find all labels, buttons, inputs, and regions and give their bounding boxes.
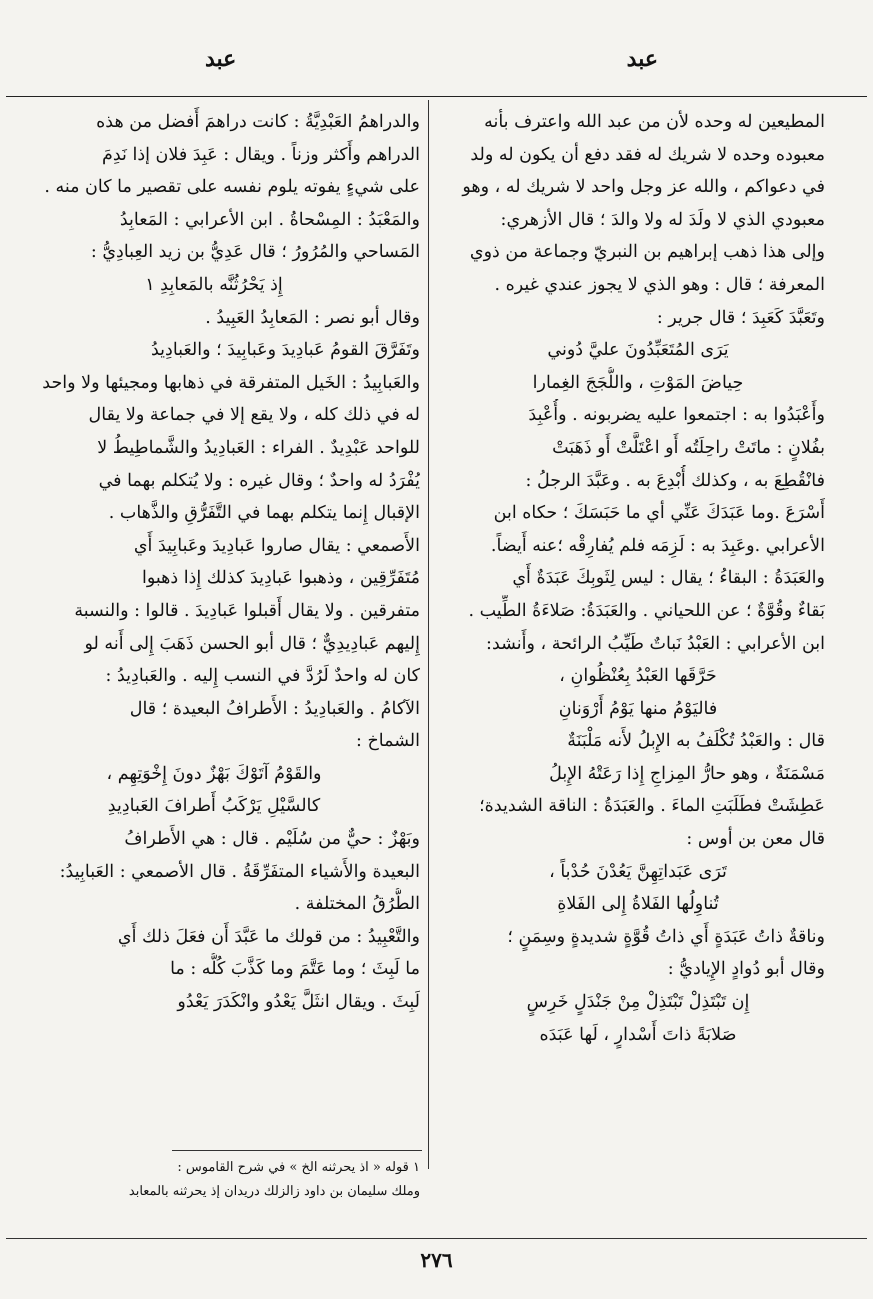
text-line: له في ذلك كله ، ولا يقع إلا في جماعة ولا يقال xyxy=(88,405,420,426)
text-line: متفرقين . ولا يقال أَقبلوا عَبادِيدَ . قالوا : والنسبة xyxy=(74,600,420,621)
footnotes xyxy=(8,1156,420,1204)
text-line: فانْقُطِعَ به ، وكذلك أُبْدِعَ به . وعَبَّدَ الرجلُ : xyxy=(525,470,825,491)
text-line: إِليهم عَبادِيدِيٌّ ؛ قال أبو الحسن ذَهَبَ إِلى أَنه لو xyxy=(84,633,420,654)
header-word-left: عبد xyxy=(205,46,237,72)
footnote-line: ١ قوله « اذ يحرثنه الخ » في شرح القاموس : xyxy=(177,1160,420,1175)
verse-line: إِن تَبْتَذِلْ تَبْتَذِلْ مِنْ جَنْدَلٍ خَرِسٍ xyxy=(526,992,750,1013)
footnote-rule xyxy=(172,1150,422,1151)
left-column xyxy=(8,106,420,1019)
text-line: على شيءٍ يفوته يلوم نفسه على تقصير ما كان منه . xyxy=(44,177,420,198)
text-line: عَطِشَتْ فطَلَبَتِ الماءَ . والعَبَدَةُ : الناقة الشديدة؛ xyxy=(479,796,825,817)
verse-line: حِياضَ المَوْتِ ، واللُّجَجَ الغِمارا xyxy=(532,372,744,393)
text-line: والمَعْبَدُ : المِسْحاةُ . ابن الأعرابي : المَعابِدُ xyxy=(119,209,420,230)
verse-line: يَرَى المُتَعَبِّدُونَ عليَّ دُوني xyxy=(547,340,729,361)
text-line: معبودي الذي لا ولَدَ له ولا والدَ ؛ قال الأزهري: xyxy=(500,209,825,230)
text-line: مُتَفَرِّقِين ، وذهبوا عَبادِيدَ كذلك إِذا ذهبوا xyxy=(141,568,420,589)
verse-line: فاليَوْمُ منها يَوْمُ أَرْوَنانِ xyxy=(558,698,718,719)
column-divider xyxy=(428,100,429,1169)
text-line: الشماخ : xyxy=(355,731,420,752)
text-line: الأَصمعي : يقال صاروا عَبادِيدَ وعَبابِيدَ أَي xyxy=(133,535,420,556)
text-line: وناقةٌ ذاتُ عَبَدَةٍ أَي ذاتُ قُوَّةٍ شديدةٍ وسِمَنٍ ؛ xyxy=(507,926,825,947)
text-line: المعرفة ؛ قال : وهو الذي لا يجوز عندي غيره . xyxy=(494,274,825,295)
footer-rule xyxy=(6,1238,867,1239)
page-number: ٢٧٦ xyxy=(420,1248,453,1272)
text-line: وإلى هذا ذهب إبراهيم بن النبريّ وجماعة من ذوي xyxy=(469,242,825,263)
text-line: وقال أبو نصر : المَعابِدُ العَبِيدُ . xyxy=(205,307,420,328)
text-line: الطُّرُقُ المختلفة . xyxy=(294,894,420,915)
text-line: كان له واحدٌ لَرُدَّ في النسب إِليه . والعَبادِيدُ : xyxy=(105,666,420,687)
text-line: بفُلانٍ : ماتَتْ راحِلَتُه أَو اعْتَلَّتْ أَو ذَهَبَتْ xyxy=(552,437,825,458)
text-line: وتَعَبَّدَ كَعَبِدَ ؛ قال جرير : xyxy=(656,307,825,328)
text-line: والتَّعْبِيدُ : من قولك ما عَبَّدَ أَن فعَلَ ذلك أَي xyxy=(117,926,420,947)
text-line: يُفْرَدُ له واحدٌ ؛ وقال غيره : ولا يُتكلم بهما في xyxy=(98,470,420,491)
header-rule xyxy=(6,96,867,97)
text-line: أَسْرَعَ .وما عَبَدَكَ عَنِّي أي ما حَبَسَكَ ؛ حكاه ابن xyxy=(493,503,825,524)
verse-line: تُناوِلُها الفَلاةُ إِلى الفَلاةِ xyxy=(557,894,719,915)
verse-line: كالسَّيْلِ يَرْكَبُ أَطرافَ العَبادِيدِ xyxy=(107,796,321,817)
verse-line: تَرَى عَبَداتِهِنَّ يَعُدْنَ حُدْباً ، xyxy=(549,861,727,882)
header-word-right: عبد xyxy=(626,46,658,72)
text-line: الآكامُ . والعَبادِيدُ : الأَطرافُ البعيدة ؛ قال xyxy=(129,698,420,719)
verse-line: إِذ يَحْرُثُنَّه بالمَعابِدِ ١ xyxy=(145,274,283,295)
text-line: قال معن بن أوس : xyxy=(686,829,825,850)
text-line: الإقبال إِنما يتكلم بهما في التَّفَرُّقِ والذَّهاب . xyxy=(108,503,420,524)
text-line: ابن الأعرابي : العَبْدُ نَباتٌ طَيِّبُ الرائحة ، وأَنشد: xyxy=(486,633,825,654)
verse-line: والقَوْمُ آتَوْكَ بَهْزٌ دونَ إِخْوَتِهِم ، xyxy=(106,763,322,784)
text-line: وأَعْبَدُوا به : اجتمعوا عليه يضربونه . وأُعْبِدَ xyxy=(528,405,825,426)
text-line: ما لَبِثَ ؛ وما عَتَّمَ وما كَذَّبَ كُلُّه : ما xyxy=(170,959,420,980)
text-line: والعَبابِيدُ : الخَيل المتفرقة في ذهابها ومجيئها ولا واحد xyxy=(42,372,420,393)
text-line: وقال أبو دُوادٍ الإِياديُّ : xyxy=(667,959,825,980)
text-line: الأعرابي .وعَبِدَ به : لَزِمَه فلم يُفارِقْه ؛عنه أَيضاً. xyxy=(490,535,825,556)
right-column xyxy=(451,106,825,1051)
text-line: للواحد عَبْدِيدٌ . الفراء : العَبادِيدُ والشَّماطِيطُ لا xyxy=(97,437,420,458)
text-line: لَبِثَ . ويقال انثَلَّ يَعْدُو وانْكَدَرَ يَعْدُو xyxy=(177,992,420,1013)
verse-line: صَلابَةً ذاتَ أَسْدارٍ ، لَها عَبَدَه xyxy=(539,1024,737,1045)
text-line: معبوده وحده لا شريك له فقد دفع أن يكون له ولد xyxy=(470,144,825,165)
text-line: وبَهْزٌ : حيٌّ من سُلَيْم . قال : هي الأَطرافُ xyxy=(124,829,420,850)
text-line: الدراهم وأَكثر وزناً . ويقال : عَبِدَ فلان إذا نَدِمَ xyxy=(102,144,420,165)
text-line: البعيدة والأَشياء المتفَرِّقَةُ . قال الأصمعي : العَبابِيدُ: xyxy=(59,861,420,882)
text-line: مَسْمَنَةٌ ، وهو حارُّ المِزاجِ إِذا رَعَتْهُ الإِبلُ xyxy=(549,763,825,784)
text-line: في دعواكم ، والله عز وجل واحد لا شريك له ، وهو xyxy=(462,177,825,198)
text-line: المَساحي والمُرُورُ ؛ قال عَدِيُّ بن زيد العِبادِيُّ : xyxy=(90,242,420,263)
text-line: المطيعين له وحده لأن من عبد الله واعترف بأنه xyxy=(484,112,825,132)
text-line: والدراهمُ العَبْدِيَّةُ : كانت دراهمَ أَفضل من هذه xyxy=(96,112,420,132)
text-line: بَقاءٌ وقُوَّةٌ ؛ عن اللحياني . والعَبَدَةُ: صَلاءَةُ الطِّيب . xyxy=(468,600,825,621)
text-line: والعَبَدَةُ : البقاءُ ؛ يقال : ليس لِثَوبِكَ عَبَدَةٌ أَي xyxy=(512,568,825,589)
text-line: قال : والعَبْدُ تُكْلَفُ به الإِبلُ لأَنه مَلْبَنَةٌ xyxy=(567,731,825,752)
text-line: وتَفَرَّقَ القومُ عَبادِيدَ وعَبابِيدَ ؛ والعَبادِيدُ xyxy=(150,340,420,361)
verse-line: حَرَّقَها العَبْدُ بِعُنْظُوانِ ، xyxy=(559,666,717,687)
footnote-line: وملك سليمان بن داود زالزلك دريدان إذ يحرثنه بالمعابد xyxy=(128,1184,420,1199)
